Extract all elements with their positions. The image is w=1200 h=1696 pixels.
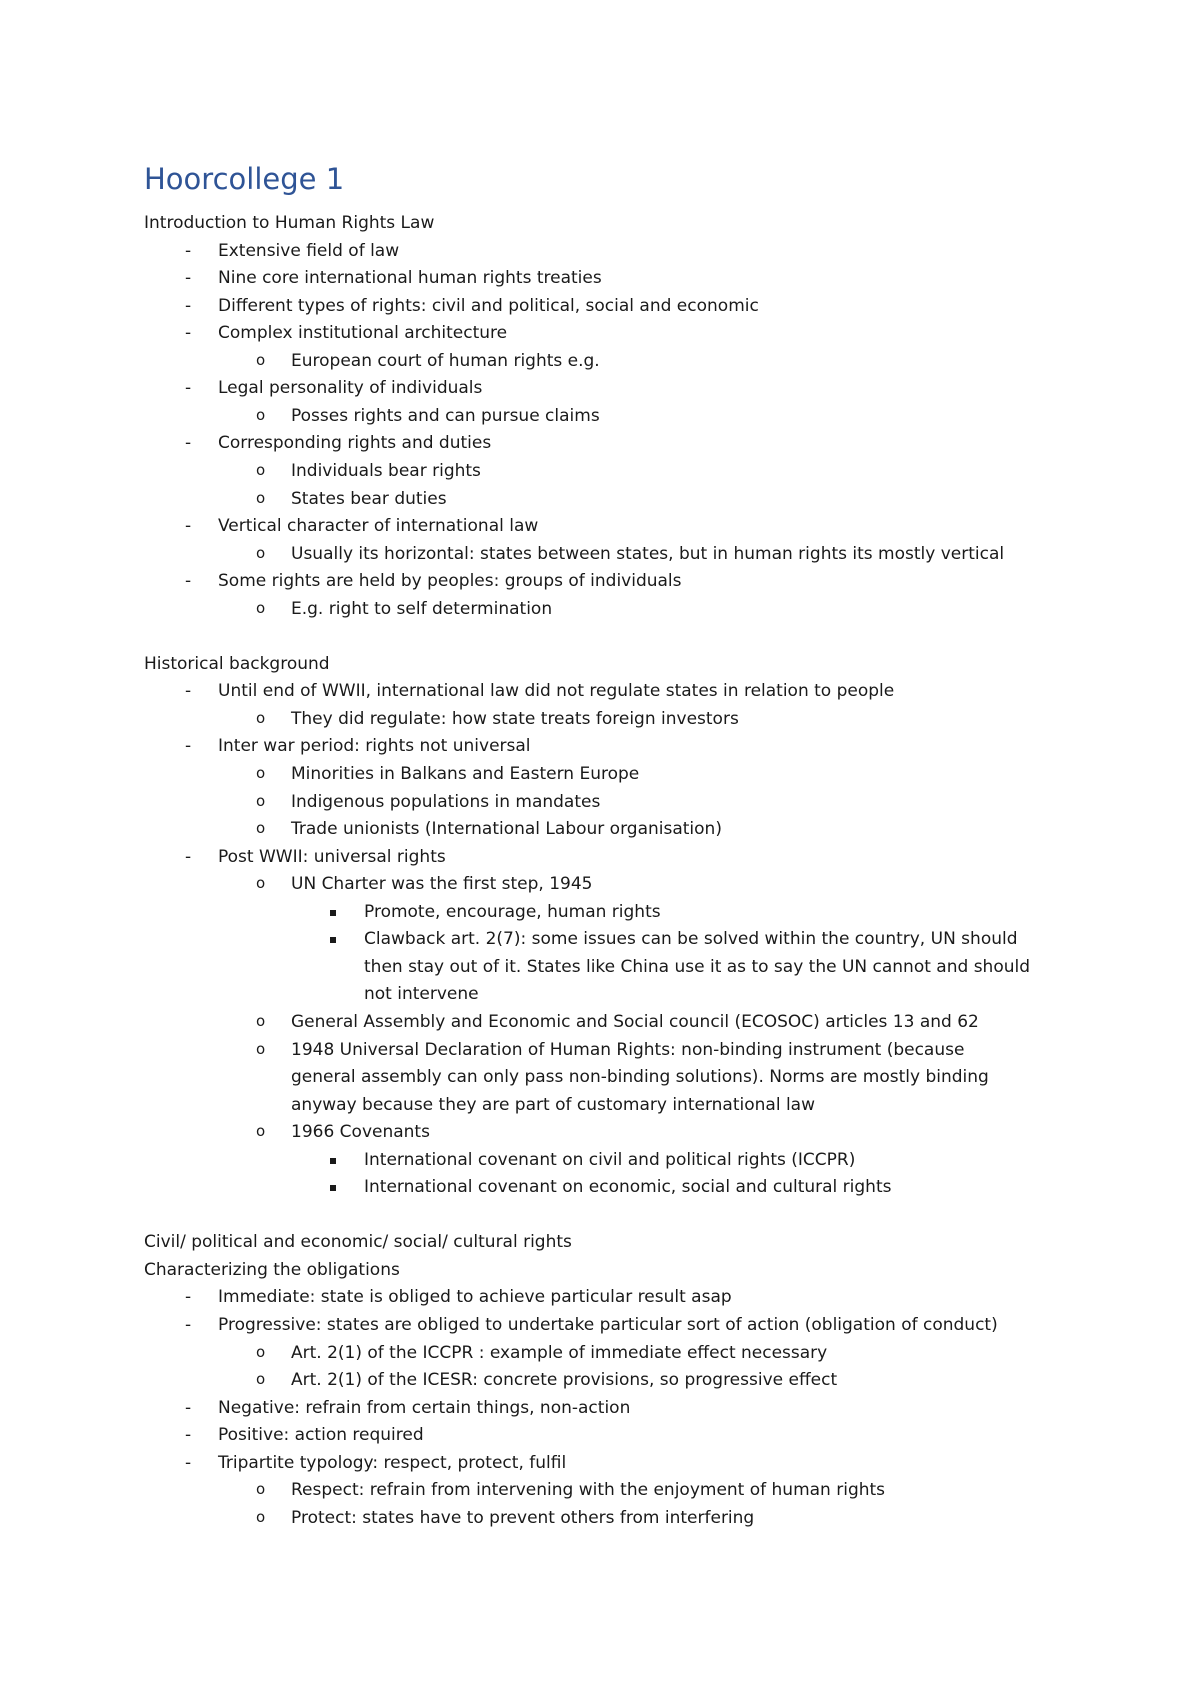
circle-bullet-icon: o — [256, 1370, 266, 1389]
list-item-text: Clawback art. 2(7): some issues can be solved within the country, UN should — [364, 929, 1018, 950]
circle-bullet-icon: o — [256, 405, 266, 424]
list-item-text: Posses rights and can pursue claims — [291, 405, 600, 426]
list-item-text: Positive: action required — [218, 1425, 424, 1446]
dash-bullet-icon: - — [185, 323, 192, 344]
list-item-text: Usually its horizontal: states between states, but in human rights its mostly vertical — [291, 543, 1005, 564]
section-heading: Introduction to Human Rights Law — [144, 213, 435, 233]
page-title: Hoorcollege 1 — [144, 162, 345, 196]
dash-bullet-icon: - — [185, 1452, 192, 1473]
circle-bullet-icon: o — [256, 1342, 266, 1361]
circle-bullet-icon: o — [256, 1011, 266, 1030]
list-item-text: Tripartite typology: respect, protect, fulfil — [218, 1452, 567, 1473]
dash-bullet-icon: - — [185, 1315, 192, 1335]
dash-bullet-icon: - — [185, 433, 192, 454]
list-item-text: Some rights are held by peoples: groups of individuals — [218, 571, 682, 592]
list-item-text: They did regulate: how state treats foreign investors — [291, 708, 739, 729]
dash-bullet-icon: - — [185, 846, 192, 867]
list-item-text: Minorities in Balkans and Eastern Europe — [291, 764, 640, 784]
circle-bullet-icon: o — [256, 764, 266, 782]
list-item-text: Negative: refrain from certain things, non-action — [218, 1397, 631, 1418]
dash-bullet-icon: - — [185, 268, 192, 289]
list-item-text: Inter war period: rights not universal — [218, 736, 531, 757]
list-item-text: Indigenous populations in mandates — [291, 791, 601, 812]
list-item-text: Nine core international human rights treaties — [218, 268, 602, 289]
list-item-text: Progressive: states are obliged to undertake particular sort of action (obligation of conduct) — [218, 1315, 998, 1335]
list-item-text: Protect: states have to prevent others from interfering — [291, 1507, 755, 1528]
circle-bullet-icon: o — [256, 543, 266, 562]
section-heading: Characterizing the obligations — [144, 1259, 400, 1280]
list-item-text: Immediate: state is obliged to achieve particular result asap — [218, 1287, 732, 1308]
list-item-text: 1948 Universal Declaration of Human Rights: non-binding instrument (because — [291, 1039, 965, 1060]
list-item-text: Corresponding rights and duties — [218, 433, 492, 454]
circle-bullet-icon: o — [256, 1039, 266, 1058]
square-bullet-icon — [330, 937, 336, 943]
list-item-text: UN Charter was the first step, 1945 — [291, 874, 593, 895]
list-item-text: European court of human rights e.g. — [291, 350, 600, 371]
circle-bullet-icon: o — [256, 350, 266, 369]
dash-bullet-icon: - — [185, 378, 192, 399]
circle-bullet-icon: o — [256, 708, 266, 727]
list-item-text: Trade unionists (International Labour organisation) — [291, 819, 722, 840]
list-item-text: Until end of WWII, international law did not regulate states in relation to people — [218, 681, 895, 702]
list-item-text: General Assembly and Economic and Social council (ECOSOC) articles 13 and 62 — [291, 1011, 979, 1032]
list-item-text: 1966 Covenants — [291, 1122, 430, 1143]
list-item-text: Extensive field of law — [218, 240, 400, 261]
square-bullet-icon — [330, 1158, 336, 1164]
list-item-text: International covenant on civil and political rights (ICCPR) — [364, 1149, 856, 1170]
dash-bullet-icon: - — [185, 1397, 192, 1418]
list-item-text: Art. 2(1) of the ICCPR : example of immediate effect necessary — [291, 1342, 828, 1363]
list-item-text: Complex institutional architecture — [218, 323, 508, 344]
circle-bullet-icon: o — [256, 791, 266, 810]
section-heading: Civil/ political and economic/ social/ cultural rights — [144, 1232, 572, 1253]
dash-bullet-icon: - — [185, 240, 192, 261]
list-item-text: E.g. right to self determination — [291, 598, 553, 619]
list-item-text: general assembly can only pass non-binding solutions). Norms are mostly binding — [291, 1067, 989, 1088]
circle-bullet-icon: o — [256, 460, 266, 479]
dash-bullet-icon: - — [185, 571, 192, 592]
circle-bullet-icon: o — [256, 488, 266, 507]
list-item-text: anyway because they are part of customary international law — [291, 1094, 815, 1115]
dash-bullet-icon: - — [185, 681, 192, 702]
circle-bullet-icon: o — [256, 1122, 266, 1141]
list-item-text: Respect: refrain from intervening with the enjoyment of human rights — [291, 1480, 886, 1501]
list-item-text: Vertical character of international law — [218, 516, 539, 537]
section-heading: Historical background — [144, 653, 330, 674]
dash-bullet-icon: - — [185, 1425, 192, 1446]
list-item-text: Individuals bear rights — [291, 460, 481, 481]
circle-bullet-icon: o — [256, 598, 266, 617]
circle-bullet-icon: o — [256, 1480, 266, 1499]
circle-bullet-icon: o — [256, 819, 266, 838]
list-item-text: International covenant on economic, social and cultural rights — [364, 1177, 892, 1198]
list-item-text: Post WWII: universal rights — [218, 846, 446, 867]
circle-bullet-icon: o — [256, 874, 266, 893]
dash-bullet-icon: - — [185, 516, 192, 537]
list-item-text: Art. 2(1) of the ICESR: concrete provisions, so progressive effect — [291, 1370, 838, 1391]
circle-bullet-icon: o — [256, 1507, 266, 1526]
dash-bullet-icon: - — [185, 1287, 192, 1308]
list-item-text: Legal personality of individuals — [218, 378, 483, 399]
list-item-text: States bear duties — [291, 488, 447, 509]
square-bullet-icon — [330, 910, 336, 916]
dash-bullet-icon: - — [185, 736, 192, 757]
list-item-text: then stay out of it. States like China use it as to say the UN cannot and should — [364, 956, 1031, 977]
square-bullet-icon — [330, 1185, 336, 1191]
dash-bullet-icon: - — [185, 295, 192, 316]
list-item-text: Promote, encourage, human rights — [364, 901, 661, 922]
list-item-text: Different types of rights: civil and political, social and economic — [218, 295, 759, 316]
list-item-text: not intervene — [364, 984, 479, 1005]
